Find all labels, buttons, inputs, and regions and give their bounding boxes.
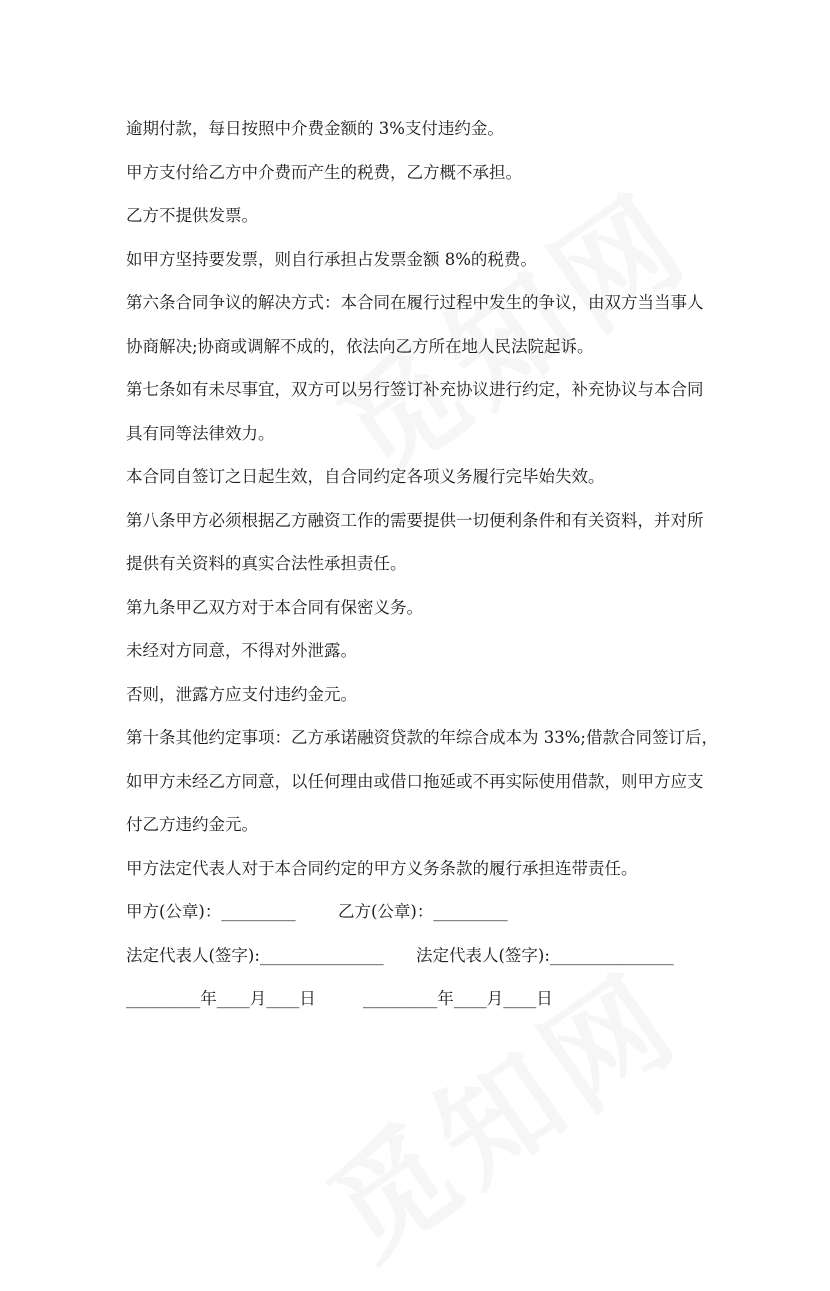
seal-row (126, 890, 716, 934)
paragraph-article-8: 第八条甲方必须根据乙方融资工作的需要提供一切便利条件和有关资料，并对所 (126, 510, 704, 530)
paragraph-article-9: 第九条甲乙双方对于本合同有保密义务。 (126, 597, 423, 617)
paragraph-article-6-cont: 协商解决;协商或调解不成的，依法向乙方所在地人民法院起诉。 (126, 336, 594, 356)
party-a-date: _________年____月____日 (126, 989, 316, 1008)
party-b-seal: 乙方(公章)：_________ (338, 902, 508, 921)
paragraph-article-10-end: 付乙方违约金元。 (126, 815, 258, 834)
representative-row (126, 934, 716, 978)
paragraph-joint-liability: 甲方法定代表人对于本合同约定的甲方义务条款的履行承担连带责任。 (126, 858, 638, 878)
party-a-seal: 甲方(公章)：_________ (126, 902, 296, 921)
paragraph-no-invoice: 乙方不提供发票。 (126, 206, 258, 225)
paragraph-article-8-cont: 提供有关资料的真实合法性承担责任。 (126, 554, 407, 573)
date-row (126, 977, 716, 1021)
party-a-representative: 法定代表人(签字):_______________ (126, 945, 384, 965)
contract-body (126, 107, 716, 1021)
paragraph-article-6: 第六条合同争议的解决方式：本合同在履行过程中发生的争议，由双方当当事人 (126, 293, 704, 312)
paragraph-article-7-cont: 具有同等法律效力。 (126, 423, 275, 443)
party-b-date: _________年____月____日 (363, 989, 553, 1008)
paragraph-article-10-cont: 如甲方未经乙方同意，以任何理由或借口拖延或不再实际使用借款，则甲方应支 (126, 771, 704, 791)
paragraph-effective: 本合同自签订之日起生效，自合同约定各项义务履行完毕始失效。 (126, 467, 605, 486)
paragraph-taxes: 甲方支付给乙方中介费而产生的税费，乙方概不承担。 (126, 162, 522, 182)
paragraph-article-7: 第七条如有未尽事宜，双方可以另行签订补充协议进行约定，补充协议与本合同 (126, 380, 704, 399)
paragraph-late-payment: 逾期付款，每日按照中介费金额的 3%支付违约金。 (126, 119, 504, 138)
party-b-representative: 法定代表人(签字):_______________ (416, 945, 674, 965)
paragraph-invoice-tax: 如甲方坚持要发票，则自行承担占发票金额 8%的税费。 (126, 249, 537, 269)
paragraph-no-disclosure: 未经对方同意，不得对外泄露。 (126, 641, 357, 660)
paragraph-penalty: 否则，泄露方应支付违约金元。 (126, 684, 357, 704)
paragraph-article-10: 第十条其他约定事项：乙方承诺融资贷款的年综合成本为 33%;借款合同签订后， (126, 728, 718, 747)
